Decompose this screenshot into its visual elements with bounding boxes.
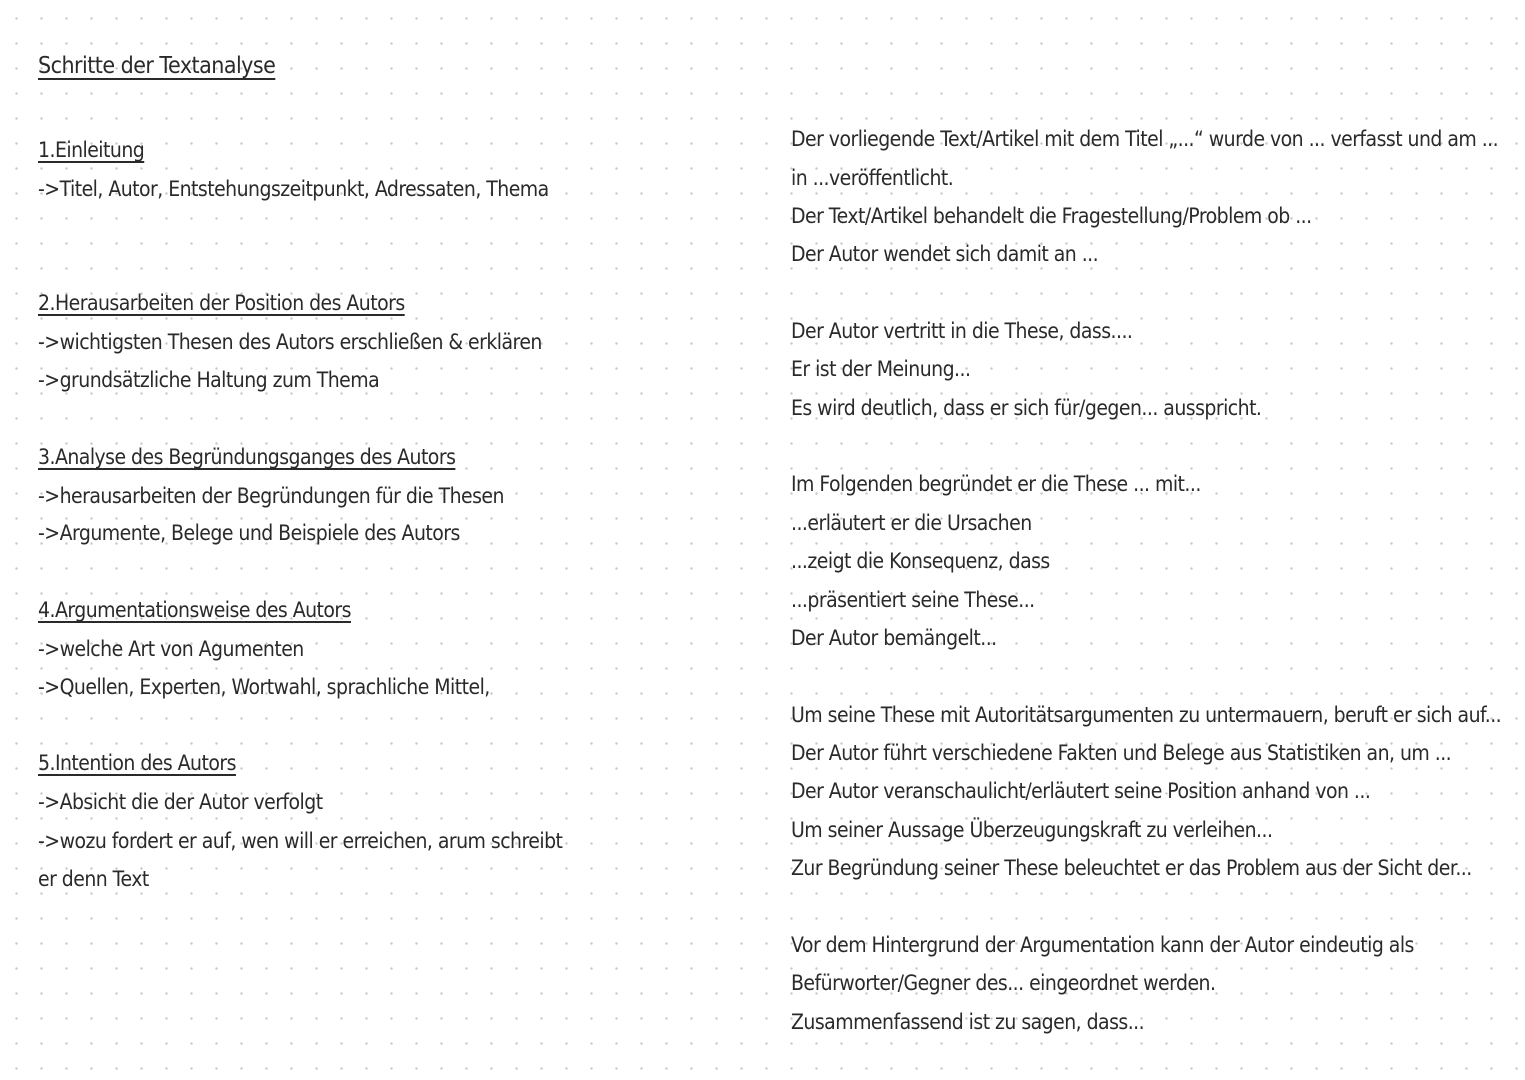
section-line: ->Argumente, Belege und Beispiele des Autors: [38, 521, 460, 545]
section-line: ->Absicht die der Autor verfolgt: [38, 790, 323, 814]
phrase-line: Zusammenfassend ist zu sagen, dass...: [791, 1010, 1145, 1034]
phrase-line: Er ist der Meinung...: [791, 357, 971, 381]
phrase-line: Der Autor führt verschiedene Fakten und Belege aus Statistiken an, um ...: [791, 741, 1452, 765]
phrase-line: ...präsentiert seine These...: [791, 588, 1035, 612]
section-line: er denn Text: [38, 867, 149, 891]
phrase-line: ...zeigt die Konsequenz, dass: [791, 549, 1050, 573]
phrase-line: Um seiner Aussage Überzeugungskraft zu verleihen...: [791, 818, 1273, 842]
section-line: ->Titel, Autor, Entstehungszeitpunkt, Adressaten, Thema: [38, 177, 549, 201]
phrase-line: Der Text/Artikel behandelt die Fragestellung/Problem ob ...: [791, 204, 1312, 228]
section-line: ->wozu fordert er auf, wen will er erreichen, arum schreibt: [38, 829, 563, 853]
page-title: Schritte der Textanalyse: [38, 53, 276, 79]
phrase-line: Im Folgenden begründet er die These ... mit...: [791, 472, 1201, 496]
section-line: ->herausarbeiten der Begründungen für die Thesen: [38, 484, 504, 508]
phrase-line: Befürworter/Gegner des... eingeordnet werden.: [791, 971, 1216, 995]
phrase-line: Der vorliegende Text/Artikel mit dem Titel „...“ wurde von ... verfasst und am ...: [791, 127, 1499, 151]
phrase-line: Der Autor vertritt in die These, dass....: [791, 319, 1133, 343]
section-line: ->grundsätzliche Haltung zum Thema: [38, 368, 380, 392]
section-line: ->welche Art von Agumenten: [38, 637, 304, 661]
phrase-line: Der Autor wendet sich damit an ...: [791, 242, 1099, 266]
phrase-line: ...erläutert er die Ursachen: [791, 511, 1032, 535]
section-heading-begruendung: 3.Analyse des Begründungsganges des Autors: [38, 445, 456, 469]
phrase-line: Vor dem Hintergrund der Argumentation kann der Autor eindeutig als: [791, 933, 1414, 957]
section-heading-intention: 5.Intention des Autors: [38, 751, 236, 775]
phrase-line: Der Autor veranschaulicht/erläutert seine Position anhand von ...: [791, 779, 1371, 803]
phrase-line: Zur Begründung seiner These beleuchtet er das Problem aus der Sicht der...: [791, 856, 1472, 880]
phrase-line: Der Autor bemängelt...: [791, 626, 997, 650]
section-heading-einleitung: 1.Einleitung: [38, 138, 145, 162]
section-line: ->Quellen, Experten, Wortwahl, sprachliche Mittel,: [38, 675, 490, 699]
section-heading-argumentationsweise: 4.Argumentationsweise des Autors: [38, 598, 351, 622]
phrase-line: Es wird deutlich, dass er sich für/gegen... ausspricht.: [791, 396, 1262, 420]
phrase-line: Um seine These mit Autoritätsargumenten zu untermauern, beruft er sich auf...: [791, 703, 1502, 727]
section-heading-position: 2.Herausarbeiten der Position des Autors: [38, 291, 405, 315]
section-line: ->wichtigsten Thesen des Autors erschließen & erklären: [38, 330, 542, 354]
phrase-line: in ...veröffentlicht.: [791, 166, 954, 190]
